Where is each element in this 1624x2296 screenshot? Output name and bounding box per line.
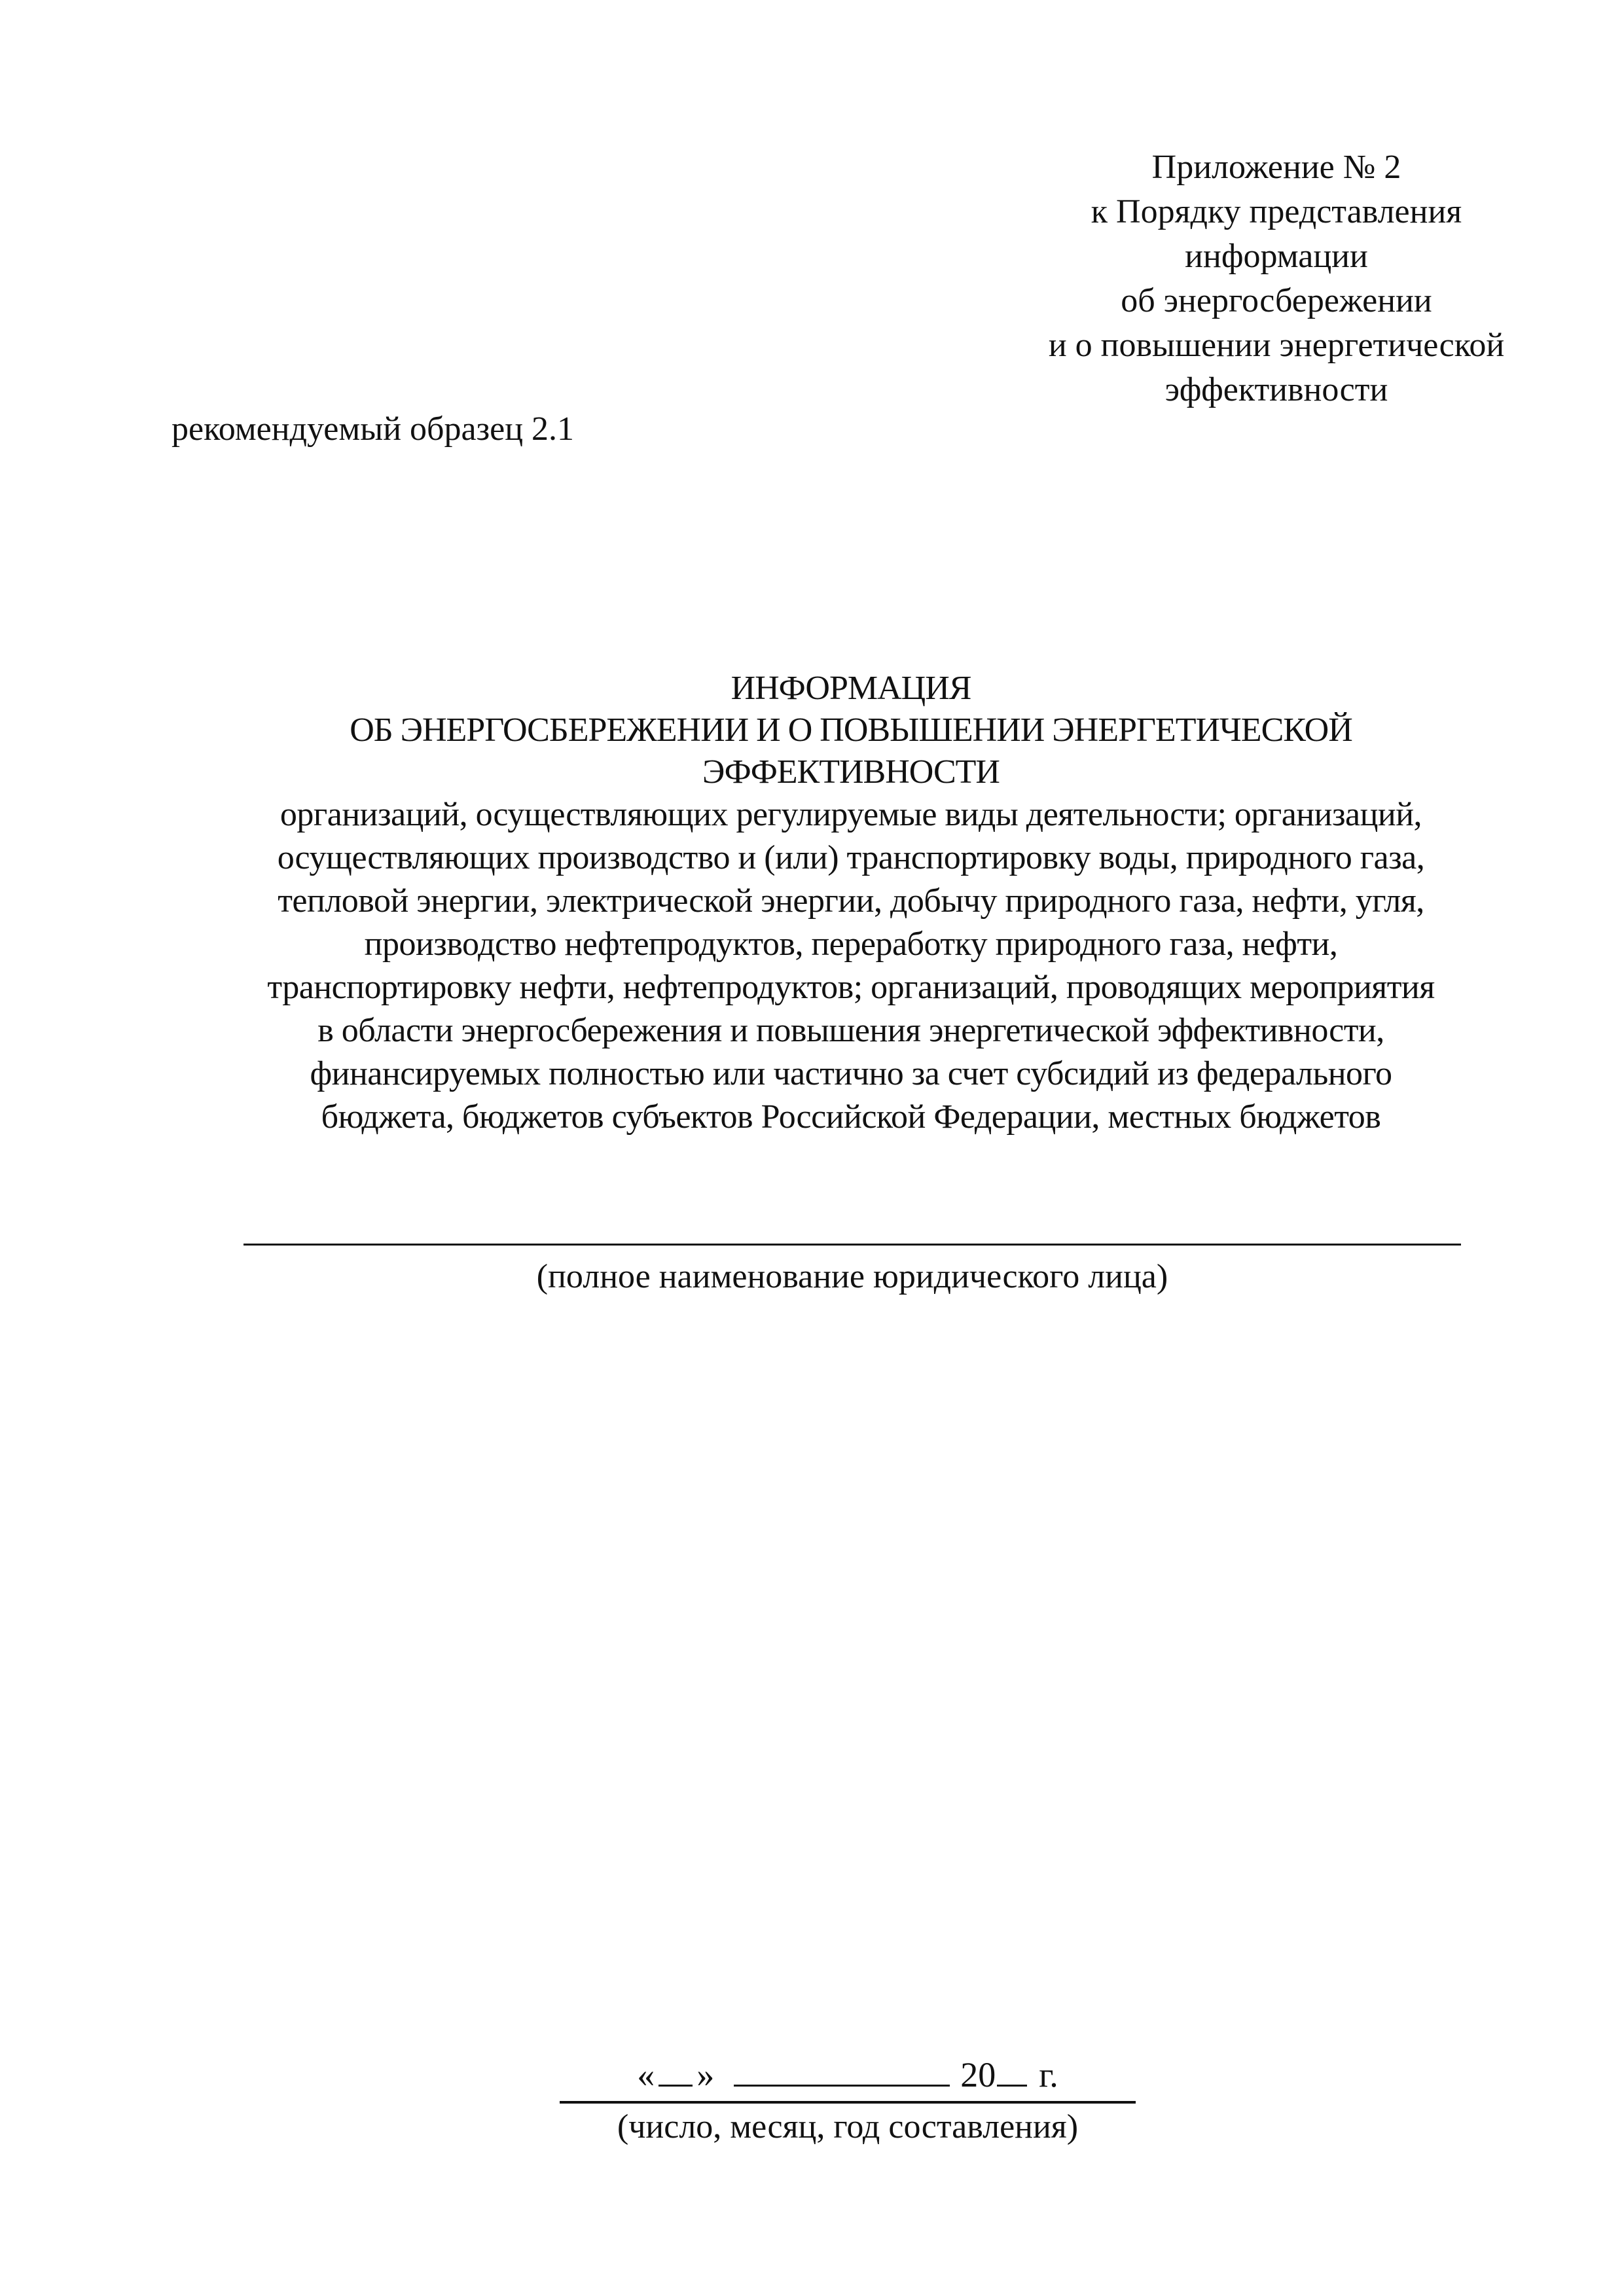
month-blank[interactable] <box>734 2056 950 2087</box>
appendix-line: информации <box>1185 238 1368 275</box>
document-subtitle-line: в области энергосбережения и повышения энергетической эффективности, <box>317 1012 1384 1049</box>
date-caption: (число, месяц, год составления) <box>617 2108 1079 2145</box>
document-subtitle-line: производство нефтепродуктов, переработку природного газа, нефти, <box>364 925 1338 963</box>
appendix-header <box>982 145 1571 412</box>
entity-name-input-line[interactable] <box>244 1244 1461 1246</box>
entity-name-caption: (полное наименование юридического лица) <box>536 1258 1168 1295</box>
appendix-line: об энергосбережении <box>1121 282 1432 319</box>
date-divider <box>560 2101 1136 2104</box>
entity-name-field <box>244 1244 1461 1298</box>
document-subtitle-line: бюджета, бюджетов субъектов Российской Федерации, местных бюджетов <box>321 1098 1381 1136</box>
document-title-line: ОБ ЭНЕРГОСБЕРЕЖЕНИИ И О ПОВЫШЕНИИ ЭНЕРГЕТИЧЕСКОЙ <box>350 711 1352 749</box>
close-quote: » <box>696 2055 715 2094</box>
date-field <box>560 2053 1136 2148</box>
document-subtitle-line: финансируемых полностью или частично за счет субсидий из федерального <box>310 1055 1392 1092</box>
open-quote: « <box>637 2055 655 2094</box>
document-title-block <box>157 668 1545 1139</box>
sample-label: рекомендуемый образец 2.1 <box>171 410 575 448</box>
appendix-line: Приложение № 2 <box>1151 149 1401 186</box>
date-row <box>560 2053 1136 2097</box>
day-blank[interactable] <box>659 2056 693 2087</box>
document-subtitle-line: тепловой энергии, электрической энергии, добычу природного газа, нефти, угля, <box>278 882 1424 920</box>
appendix-line: к Порядку представления <box>1091 193 1462 230</box>
appendix-line: эффективности <box>1164 371 1388 408</box>
year-suffix: г. <box>1039 2055 1058 2094</box>
document-subtitle-line: организаций, осуществляющих регулируемые виды деятельности; организаций, <box>280 796 1422 833</box>
year-blank[interactable] <box>997 2056 1027 2087</box>
document-subtitle-line: осуществляющих производство и (или) транспортировку воды, природного газа, <box>277 839 1425 876</box>
appendix-line: и о повышении энергетической <box>1048 327 1505 364</box>
year-prefix: 20 <box>960 2055 996 2094</box>
document-subtitle-line: транспортировку нефти, нефтепродуктов; организаций, проводящих мероприятия <box>267 969 1435 1006</box>
document-title-line: ИНФОРМАЦИЯ <box>731 670 971 707</box>
document-title-line: ЭФФЕКТИВНОСТИ <box>702 753 1000 791</box>
